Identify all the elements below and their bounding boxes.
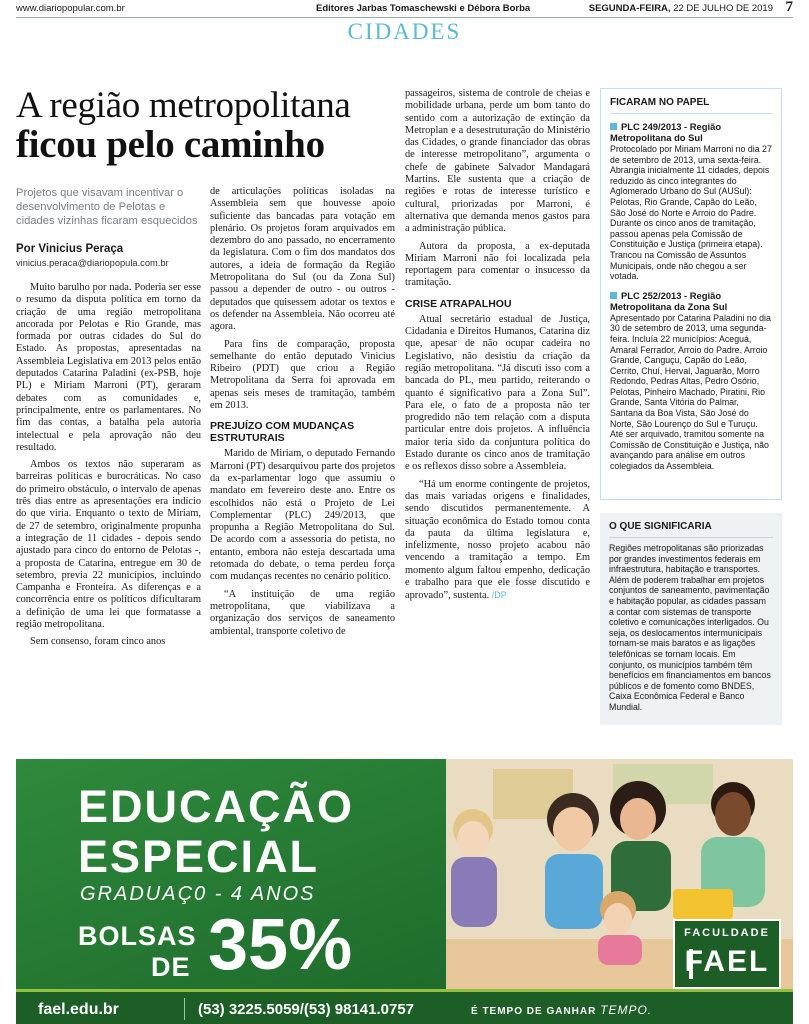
plc-title-text: PLC 252/2013 - Região Metropolitana da Zona Sul xyxy=(610,289,728,312)
paragraph: passageiros, sistema de controle de cheias e mobilidade urbana, perde um bom tanto do sentido com a autorização de extinção da Metroplan e a desestruturação do Ministério das Cidades, o grande financiador das obras de interesse metropolitano”, argumenta o chefe de gabinete Salvador Mandagará Martins. Ele sustenta que a criação de regiões e rotas de interesse turístico e cultural, priorizadas por Marroni, é alternativa que demanda menos gastos para a administração pública. xyxy=(405,88,590,235)
article-column-2 xyxy=(210,186,395,643)
plc-title-text: PLC 249/2013 - Região Metropolitana do Sul xyxy=(610,121,722,143)
header-rule xyxy=(16,17,793,18)
plc-title xyxy=(610,121,772,143)
ad-course-duration: GRADUAÇ0 - 4 ANOS xyxy=(80,883,316,905)
page-number: 7 xyxy=(785,0,793,15)
paragraph: Sem consenso, foram cinco anos xyxy=(30,636,166,648)
plc-item xyxy=(610,121,772,282)
paragraph: de articulações políticas isoladas na Assembleia sem que houvesse apoio suficiente das bancadas para votação em plenário. Os projetos foram arquivados em dezembro do ano passado, no encerramento da legislatura. Com o fim dos mandatos dos autores, a ideia de formação da Região Metropolitana do Sul (ou da Zona Sul) passou a depender de outro - ou outros - deputados que quisessem adotar os textos e os defender na Assembleia. Não ocorreu até agora. xyxy=(210,186,395,333)
slogan-text: É TEMPO DE GANHAR xyxy=(471,1006,597,1017)
intertitle: PREJUÍZO COM MUDANÇAS ESTRUTURAIS xyxy=(210,420,355,445)
paragraph: Atual secretário estadual de Justiça, Cidadania e Direitos Humanos, Catarina diz que, apesar de não ocupar cadeira no Legislativo, não desistiu da criação da região metropolitana. “Já discuti isso com a bancada do PL, meu partido, reiterando o quanto é significativo para a Zona Sul”. Para ele, o fato de a proposta não ter progredido não tem relação com a disputa particular entre dois projetos. A influência maior teria sido da conjuntura política do Estado durante os cinco anos de tramitação e os reflexos disso sobre a Assembleia. xyxy=(405,313,590,473)
issue-date xyxy=(589,3,773,14)
author-email[interactable]: vinicius.peraca@diariopopula.com.br xyxy=(16,258,169,268)
editors-credit: Editores Jarbas Tomaschewski e Débora Borba xyxy=(316,3,531,14)
byline xyxy=(16,243,201,268)
ad-phones[interactable]: (53) 3225.5059/(53) 98141.0757 xyxy=(198,1001,415,1018)
signature: /DP xyxy=(491,590,507,601)
square-bullet-icon xyxy=(610,123,617,130)
headline xyxy=(16,86,396,164)
headline-line-2: ficou pelo caminho xyxy=(16,123,325,166)
ad-contact-bar xyxy=(16,989,793,1024)
paragraph: Autora da proposta, a ex-deputada Miriam Marroni não foi localizada pela reportagem para comentar o insucesso da tramitação. xyxy=(405,240,590,289)
plc-text: Apresentado por Catarina Paladini no dia 30 de setembro de 2013, uma segunda-feira. Incluía 22 municípios: Aceguá, Amaral Ferrador, Arroio do Padre, Arroio Grande, Canguçu, Capão do Leão, Cerrito, Chuí, Herval, Jaguarão, Morro Redondo, Pedras Altas, Pedro Osório, Pelotas, Pinheiro Machado, Piratini, Rio Grande, Santa Vitória do Palmar, Santana da Boa Vista, São José do Norte, São Lourenço do Sul e Turuçu. Até ser arquivado, tramitou somente na Comissão de Constituição e Justiça, não avançando para análise em outros colegiados da Assembleia. xyxy=(610,312,771,472)
square-bullet-icon xyxy=(610,292,617,299)
ad-headline-1: EDUCAÇÃO xyxy=(78,781,355,832)
logo-faculdade: FACULDADE xyxy=(684,927,770,939)
sidebar-title: FICARAM NO PAPEL xyxy=(610,97,772,114)
logo-fael: FAEL xyxy=(684,945,770,978)
weekday: SEGUNDA-FEIRA, xyxy=(588,3,671,14)
ad-bolsas: BOLSAS xyxy=(78,921,197,951)
article-column-1 xyxy=(16,282,201,654)
ad-headline-2: ESPECIAL xyxy=(78,831,320,882)
subheadline: Projetos que visavam incentivar o desenvolvimento de Pelotas e cidades vizinhas ficaram esquecidos xyxy=(16,187,198,227)
plc-text: Protocolado por Miriam Marroni no dia 27 de setembro de 2013, uma sexta-feira. Abrangia inicialmente 11 cidades, depois reduzido às cinco integrantes do Aglomerado Urbano do Sul (AUSul): Pelotas, Rio Grande, Capão do Leão, São José do Norte e Arroio do Padre. Durante os cinco anos de tramitação, passou apenas pela Comissão de Constituição e Justiça (primeira etapa). Trancou na Comissão de Assuntos Municipais, onde não chegou a ser votada. xyxy=(610,144,772,282)
sidebar-ficaram-no-papel xyxy=(600,88,782,500)
paragraph: Marido de Miriam, o deputado Fernando Marroni (PT) desarquivou parte dos projetos da ex-parlamentar logo que assumiu o mandato em fevereiro deste ano. Entre os escolhidos não está o Projeto de Lei Complementar (PLC) 249/2013, que propunha a Região Metropolitana do Sul. De acordo com a assessoria do petista, no entanto, embora não esteja descartada uma retomada do debate, o tema perdeu força com mudanças recentes no cenário político. xyxy=(210,448,395,583)
paragraph: Ambos os textos não superaram as barreiras políticas e burocráticas. No caso do primeiro obstáculo, o intervalo de apenas três dias entre as apresentações era indício do que viria. Enquanto o texto de Miriam, de 27 de setembro, originalmente propunha a integração de 11 cidades - depois sendo ajustado para cinco do entorno de Pelotas -, a proposta de Catarina, entregue em 30 de setembro, previa 22 municípios, incluindo Campanha e Fronteira. As diferenças e a concorrência entre os políticos dificultaram a definição de uma lei que formatasse a região metropolitana. xyxy=(16,459,201,631)
paragraph: Muito barulho por nada. Poderia ser esse o resumo da disputa política em torno da criação de uma região metropolitana ancorada por Pelotas e Rio Grande, mas formada por outras cidades do Sul do Estado. As propostas, apresentadas na Assembleia Legislativa em 2013 pelos então deputados Catarina Paladini (ex-PSB, hoje PL) e Miriam Marroni (PT), geraram debates com as comunidades e, principalmente, entre os parlamentares. No fim das contas, a batalha pela autoria intelectual e pela aprovação não deu resultado. xyxy=(16,282,201,453)
site-url[interactable]: www.diariopopular.com.br xyxy=(16,3,125,14)
paragraph: Para fins de comparação, proposta semelhante do então deputado Vinicius Ribeiro (PDT) que criou a Região Metropolitana da Serra foi aprovada em apenas seis meses de tramitação, também em 2013. xyxy=(210,338,395,412)
intertitle: CRISE ATRAPALHOU xyxy=(405,297,512,310)
divider xyxy=(184,998,185,1020)
plc-item xyxy=(610,290,772,472)
article-column-3 xyxy=(405,88,590,608)
plc-title xyxy=(610,290,772,312)
author-name: Por Vinicius Peraça xyxy=(16,243,124,255)
ad-percent: 35% xyxy=(208,905,353,985)
headline-line-1: A região metropolitana xyxy=(16,85,351,126)
sidebar-text: Regiões metropolitanas são priorizadas por grandes investimentos federais em infraestrutura, habitação e transportes. Além de poderem trabalhar em projetos conjuntos de saneamento, pavimentação e habitação popular, as cidades passam a contar com sistemas de transporte coletivo e comunicações interligados. Ou seja, os deslocamentos intermunicipais tornam-se mais baratos e as ligações telefônicas se tornam locais. Em conjunto, os municípios também têm benefícios em financiamentos em bancos públicos e de fomento como BNDES, Caixa Econômica Federal e Banco Mundial. xyxy=(609,543,771,712)
sidebar-title: O QUE SIGNIFICARIA xyxy=(609,521,773,538)
slogan-italic: TEMPO. xyxy=(600,1003,653,1017)
section-title: CIDADES xyxy=(347,19,462,44)
fael-logo[interactable] xyxy=(673,919,781,989)
top-bar xyxy=(16,2,793,16)
ad-slogan xyxy=(471,1003,652,1017)
ad-website[interactable]: fael.edu.br xyxy=(38,1001,119,1018)
sidebar-o-que-significaria xyxy=(600,513,782,725)
paragraph xyxy=(405,479,590,603)
date-text: 22 DE JULHO DE 2019 xyxy=(673,3,773,14)
paragraph-text: “Há um enorme contingente de projetos, das mais variadas origens e finalidades, sendo discutidos permanentemente. A situação econômica do Estado tomou conta da pauta da última legislatura e, infelizmente, nosso projeto acabou não vencendo a tramitação a tempo. Em momento algum faltou empenho, dedicação e trabalho para que ele fosse discutido e aprovado”, sustenta. xyxy=(405,478,590,602)
fael-advertisement[interactable] xyxy=(16,759,793,1024)
ad-de: DE xyxy=(151,952,191,982)
paragraph: “A instituição de uma região metropolitana, que viabilizava a organização dos serviços de saneamento ambiental, transporte coletivo de xyxy=(210,588,395,637)
